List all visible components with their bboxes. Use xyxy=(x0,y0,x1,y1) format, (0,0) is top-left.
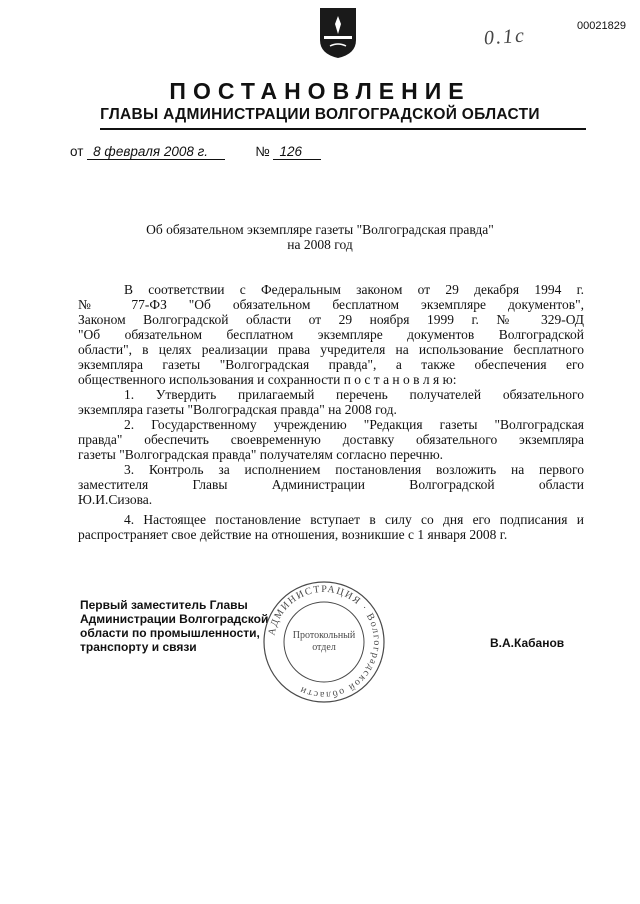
body-line: экземпляра газеты "Волгоградская правда" на 2008 год. xyxy=(78,402,397,417)
coat-of-arms-icon xyxy=(318,6,358,60)
stamp-inner-text: отдел xyxy=(312,642,336,653)
document-date: 8 февраля 2008 г. xyxy=(87,144,225,160)
stamp-inner-text: Протокольный xyxy=(292,630,356,641)
body-line: Ю.И.Сизова. xyxy=(78,492,153,507)
body-line: заместителя Главы Администрации Волгоградской области xyxy=(78,477,584,492)
heading-line: Об обязательном экземпляре газеты "Волгоградская правда" xyxy=(146,222,494,237)
body-line: Законом Волгоградской области от 29 ноября 1999 г. № 329-ОД xyxy=(78,312,584,327)
stamp-outer-text: АДМИНИСТРАЦИЯ · Волгоградской области xyxy=(266,583,383,701)
document-subtitle: ГЛАВЫ АДМИНИСТРАЦИИ ВОЛГОГРАДСКОЙ ОБЛАСТИ xyxy=(100,106,540,123)
body-line: 3. Контроль за исполнением постановления возложить на первого xyxy=(124,462,584,477)
body-line: распространяет свое действие на отношения, возникшие с 1 января 2008 г. xyxy=(78,527,508,542)
signer-title xyxy=(80,598,268,654)
signer-title-line: транспорту и связи xyxy=(80,640,197,654)
handwritten-note: 0.1с xyxy=(483,24,527,50)
date-prefix: от xyxy=(70,144,84,159)
body-line: 4. Настоящее постановление вступает в силу со дня его подписания и xyxy=(124,512,584,527)
signer-name: В.А.Кабанов xyxy=(490,636,565,650)
body-line: 2. Государственному учреждению "Редакция газеты "Волгоградская xyxy=(124,417,584,432)
signer-title-line: Администрации Волгоградской xyxy=(80,612,269,626)
body-line: В соответствии с Федеральным законом от 29 декабря 1994 г. xyxy=(124,282,584,297)
body-line: 1. Утвердить прилагаемый перечень получателей обязательного xyxy=(124,387,584,402)
body-line: "Об обязательном бесплатном экземпляре документов Волгоградской xyxy=(78,327,584,342)
document-number: 00021829 xyxy=(577,20,626,32)
document-number-value: 126 xyxy=(273,144,321,160)
date-line xyxy=(70,144,321,160)
signer-title-line: Первый заместитель Главы xyxy=(80,598,248,612)
heading-line: на 2008 год xyxy=(287,237,353,252)
body-line: газеты "Волгоградская правда" получателям согласно перечню. xyxy=(78,447,444,462)
body-line: № 77-ФЗ "Об обязательном бесплатном экземпляре документов", xyxy=(78,297,584,312)
signer-title-line: области по промышленности, xyxy=(80,626,260,640)
document-heading xyxy=(120,222,520,252)
body-line: области", в целях реализации права учредителя на использование бесплатного xyxy=(78,342,584,357)
body-line: общественного использования и сохранности п о с т а н о в л я ю: xyxy=(78,372,457,387)
body-line: экземпляра газеты "Волгоградская правда", а также обеспечения его xyxy=(78,357,584,372)
number-sign: № xyxy=(255,144,270,159)
header-rule xyxy=(100,128,586,130)
official-stamp xyxy=(262,580,386,704)
body-line: правда" обеспечить своевременную доставку обязательного экземпляра xyxy=(78,432,584,447)
document-title: ПОСТАНОВЛЕНИЕ xyxy=(169,78,471,104)
